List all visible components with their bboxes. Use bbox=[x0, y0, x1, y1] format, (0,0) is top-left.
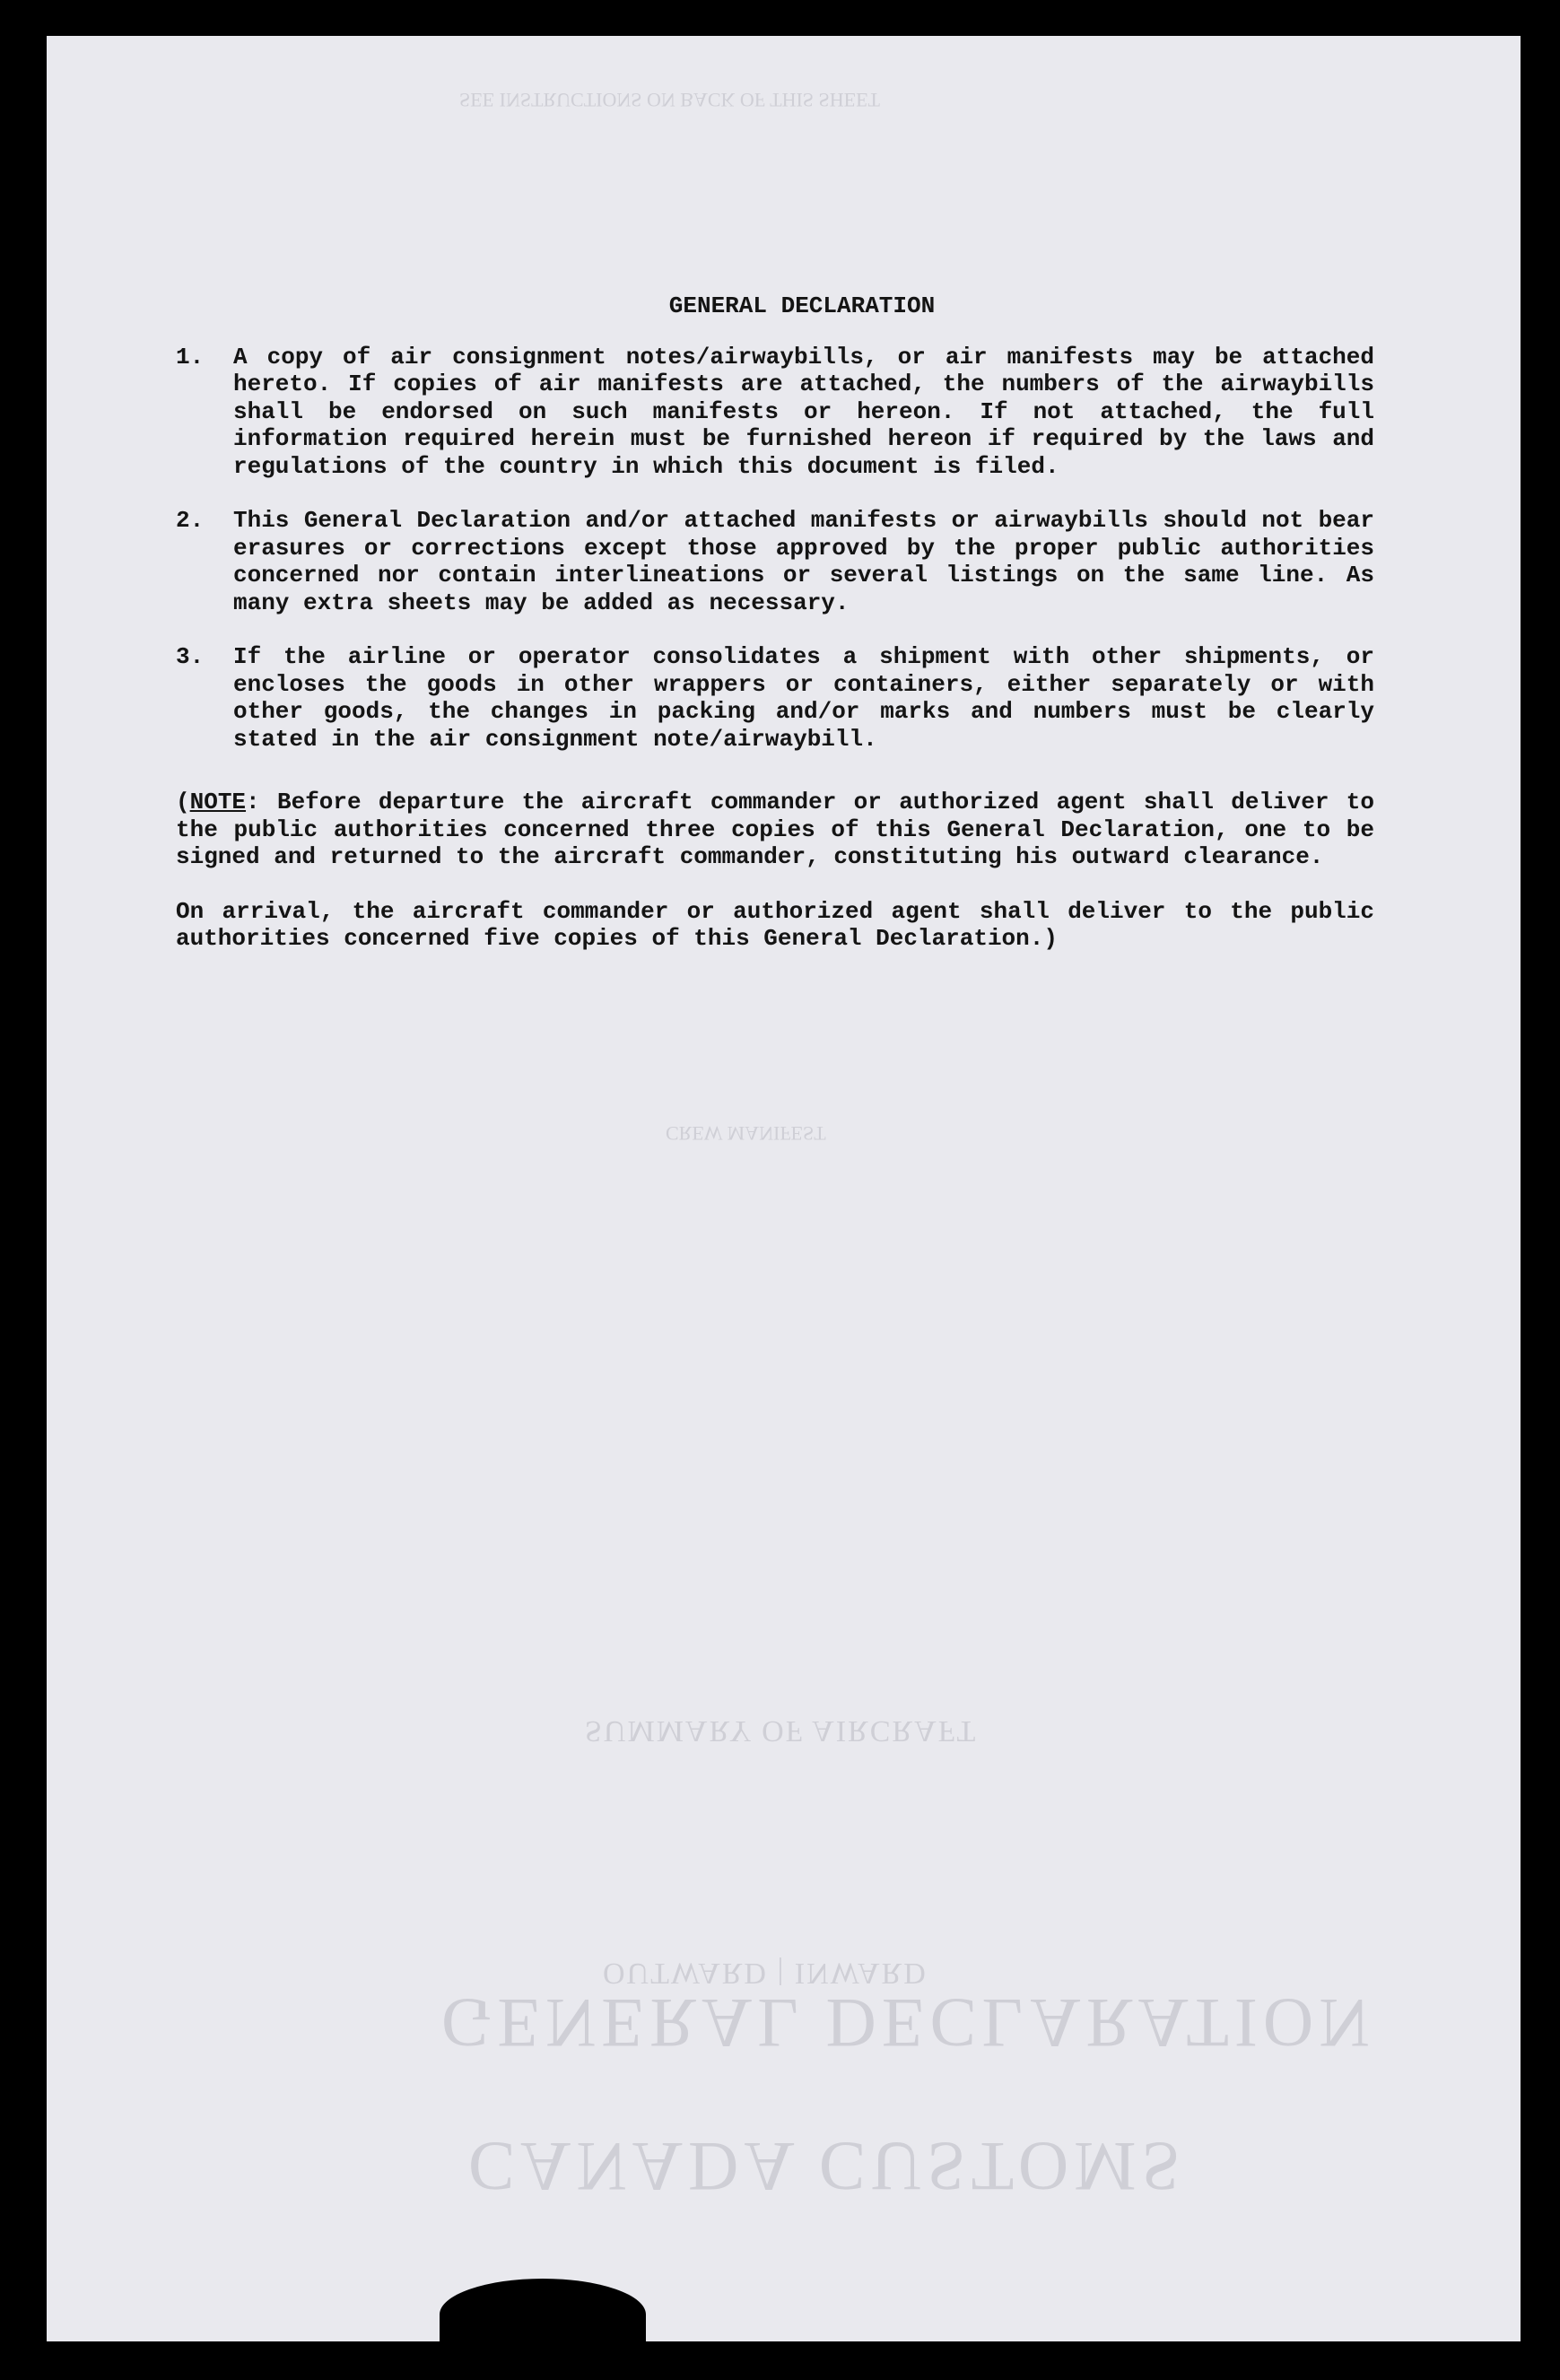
item-number: 3. bbox=[176, 643, 205, 670]
list-item bbox=[176, 643, 1374, 753]
bleed-through-summary: SUMMARY OF AIRCRAFT bbox=[585, 1714, 978, 1748]
note-label: NOTE bbox=[189, 789, 247, 815]
torn-edge-mark bbox=[440, 2279, 646, 2350]
item-number: 1. bbox=[176, 343, 205, 371]
bleed-through-canada-customs: CANADA CUSTOMS bbox=[468, 2128, 1186, 2206]
note-paragraph bbox=[176, 789, 1374, 871]
list-item bbox=[176, 344, 1374, 481]
item-text: A copy of air consignment notes/airwaybills, or air manifests may be attached hereto. If copies of air manifests are attached, the numbers of the airwaybills shall be endorsed on such manifests or hereon. If not attached, the full information required herein must be furnished hereon if required by the laws and regulations of the country in which this document is filed. bbox=[233, 343, 1374, 480]
page-title: GENERAL DECLARATION bbox=[668, 292, 936, 319]
list-item bbox=[176, 507, 1374, 616]
declaration-text bbox=[176, 292, 1374, 953]
bleed-through-crew-manifest: CREW MANIFEST bbox=[666, 1122, 826, 1145]
item-text: If the airline or operator consolidates a shipment with other shipments, or encloses the goods in other wrappers or containers, either separately or with other goods, the changes in packing and/or marks and numbers must be clearly stated in the air consignment note/airwaybill. bbox=[233, 643, 1374, 753]
item-number: 2. bbox=[176, 507, 205, 534]
bleed-through-instructions: SEE INSTRUCTIONS ON BACK OF THIS SHEET bbox=[459, 89, 880, 111]
bleed-through-outward-inward: OUTWARD | INWARD bbox=[603, 1957, 928, 1990]
note-text: : Before departure the aircraft commander or authorized agent shall deliver to the public authorities concerned three copies of this General Declaration, one to be signed and returned to the aircraft commander, constituting his outward clearance. bbox=[176, 789, 1374, 870]
arrival-paragraph: On arrival, the aircraft commander or authorized agent shall deliver to the public authorities concerned five copies of this General Declaration.) bbox=[176, 897, 1374, 952]
bleed-through-general-declaration: GENERAL DECLARATION bbox=[441, 1984, 1375, 2062]
item-text: This General Declaration and/or attached manifests or airwaybills should not bear erasures or corrections except those approved by the proper public authorities concerned nor contain interlineations or several listings on the same line. As many extra sheets may be added as necessary. bbox=[233, 507, 1374, 616]
note-open-paren: ( bbox=[176, 789, 190, 815]
